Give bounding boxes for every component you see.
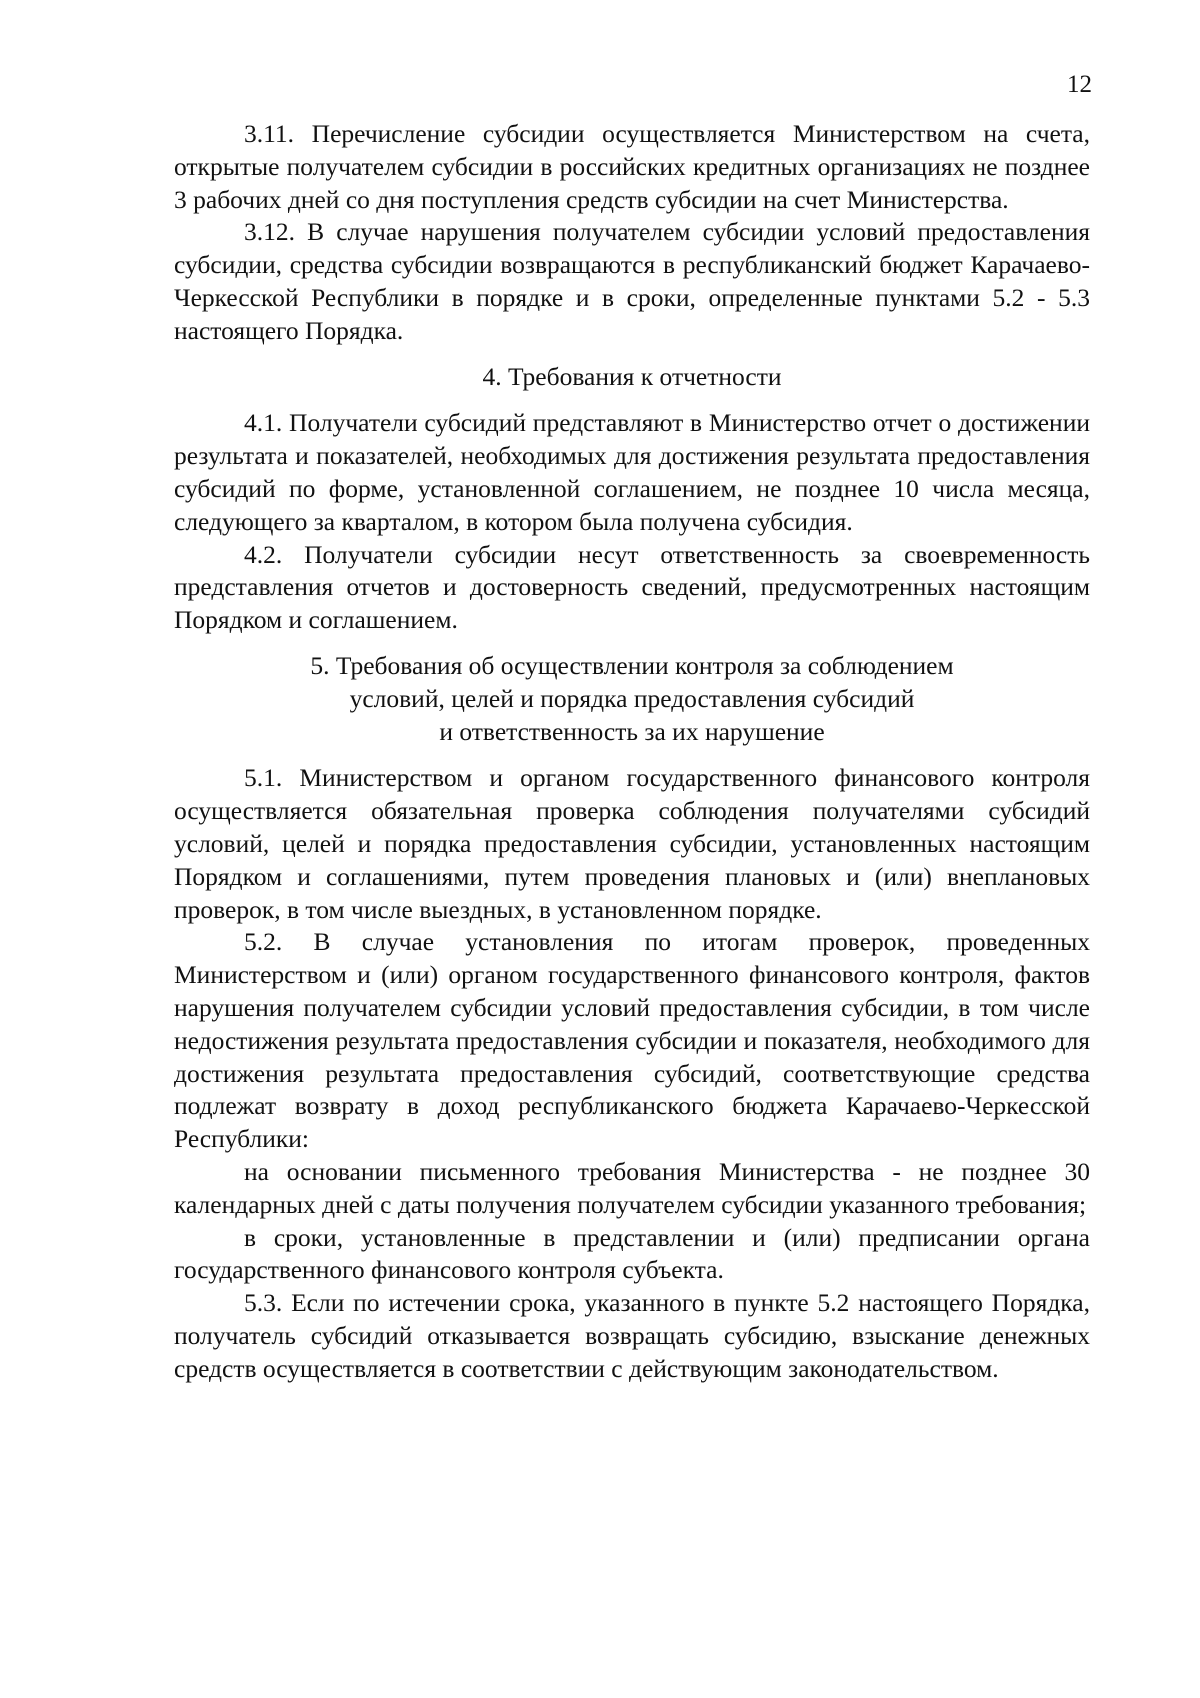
paragraph-4-1: 4.1. Получатели субсидий представляют в Министерство отчет о достижении результата и показателей, необходимых для достижения результата предоставления субсидий по форме, установленной соглашением, не позднее 10 числа месяца, следующего за кварталом, в котором была получена субсидия. bbox=[174, 408, 1090, 536]
paragraph-3-12: 3.12. В случае нарушения получателем субсидии условий предоставления субсидии, средства субсидии возвращаются в республиканский бюджет Карачаево-Черкесской Республики в порядке и в сроки, определенные пунктами 5.2 - 5.3 настоящего Порядка. bbox=[174, 217, 1090, 345]
paragraph-5-2-item-1: на основании письменного требования Министерства - не позднее 30 календарных дней с даты получения получателем субсидии указанного требования; bbox=[174, 1156, 1090, 1219]
section-5-heading-line-2: условий, целей и порядка предоставления субсидий bbox=[349, 683, 915, 713]
paragraph-5-2: 5.2. В случае установления по итогам проверок, проведенных Министерством и (или) органом государственного финансового контроля, фактов нарушения получателем субсидии условий предоставления субсидии, в том числе недостижения результата предоставления субсидии и показателя, необходимого для достижения результата предоставления субсидий, соответствующие средства подлежат возврату в доход республиканского бюджета Карачаево-Черкесской Республики: bbox=[174, 927, 1090, 1154]
section-4-heading: 4. Требования к отчетности bbox=[482, 361, 782, 391]
section-5-heading-line-3: и ответственность за их нарушение bbox=[439, 716, 825, 746]
document-body bbox=[174, 118, 1090, 1385]
paragraph-5-2-item-2: в сроки, установленные в представлении и (или) предписании органа государственного финансового контроля субъекта. bbox=[174, 1222, 1090, 1285]
paragraph-5-3: 5.3. Если по истечении срока, указанного в пункте 5.2 настоящего Порядка, получатель субсидий отказывается возвращать субсидию, взыскание денежных средств осуществляется в соответствии с действующим законодательством. bbox=[174, 1288, 1090, 1383]
section-5-heading bbox=[174, 650, 1090, 748]
section-5-heading-line-1: 5. Требования об осуществлении контроля за соблюдением bbox=[310, 650, 954, 680]
page-number: 12 bbox=[1067, 71, 1092, 98]
paragraph-5-1: 5.1. Министерством и органом государственного финансового контроля осуществляется обязательная проверка соблюдения получателями субсидий условий, целей и порядка предоставления субсидии, установленных настоящим Порядком и соглашениями, путем проведения плановых и (или) внеплановых проверок, в том числе выездных, в установленном порядке. bbox=[174, 763, 1090, 924]
paragraph-3-11: 3.11. Перечисление субсидии осуществляется Министерством на счета, открытые получателем субсидии в российских кредитных организациях не позднее 3 рабочих дней со дня поступления средств субсидии на счет Министерства. bbox=[174, 119, 1090, 214]
paragraph-4-2: 4.2. Получатели субсидии несут ответственность за своевременность представления отчетов и достоверность сведений, предусмотренных настоящим Порядком и соглашением. bbox=[174, 539, 1090, 635]
